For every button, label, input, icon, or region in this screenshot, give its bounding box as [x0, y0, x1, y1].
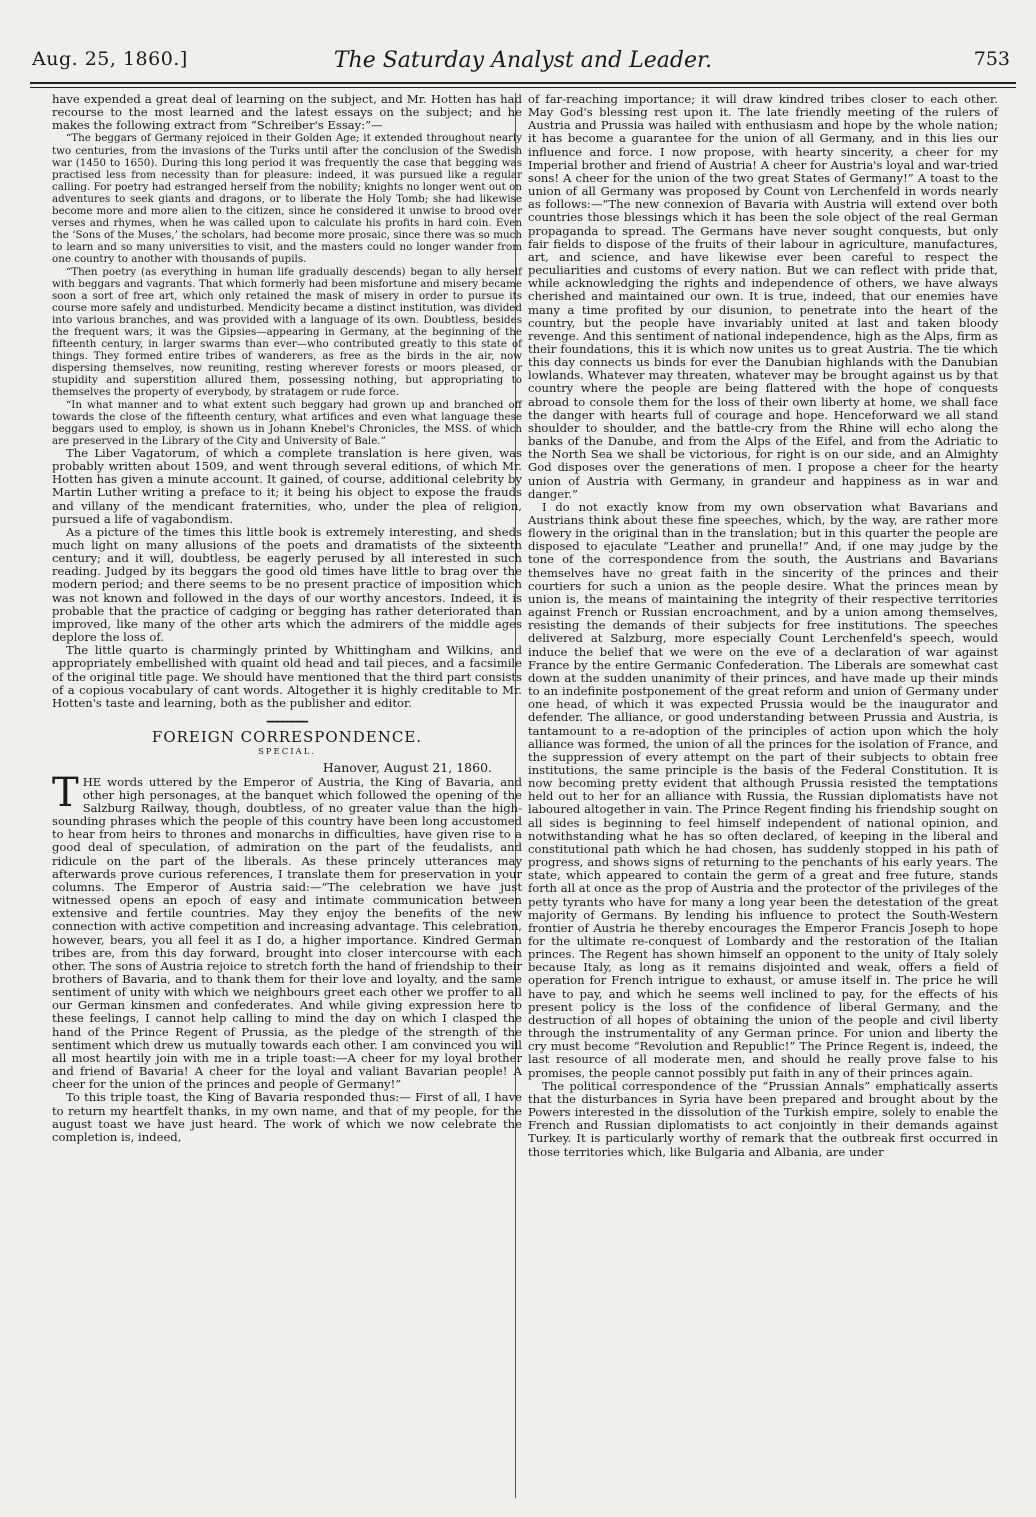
- words-paragraph: [52, 769, 522, 1092]
- header-rule: [30, 87, 1016, 88]
- king-paragraph: To this triple toast, the King of Bavaria responded thus:— First of all, I have to return my heartfelt thanks, in my own name, and that of my people, for the august toast we have just heard. The work of which we now celebrate the completion is, indeed,: [52, 1090, 522, 1144]
- intro-paragraph: have expended a great deal of learning on the subject, and Mr. Hotten has had recourse to the most learned and the latest essays on the subject; and he makes the following extract from “Schreiber's Essay:”—: [52, 92, 522, 133]
- drop-cap: T: [52, 769, 79, 816]
- header-date: Aug. 25, 1860.]: [32, 48, 188, 70]
- exactly-paragraph: I do not exactly know from my own observation what Bavarians and Austrians think about these fine speeches, which, by the way, are rather more flowery in the original than in the translation; but in this quarter the people are disposed to ejaculate “Leather and prunella!” And, if one may judge by the tone of the correspondence from the south, the Austrians and Bavarians themselves have no great faith in the sincerity of the princes and their courtiers for such a union as the people desire. What the princes mean by union is, the means of maintaining the integrity of their respective territories against French or Russian encroachment, and by a union among themselves, resisting the demands of their subjects for free institutions. The speeches delivered at Salzburg, more especially Count Lerchenfeld's speech, would induce the belief that we were on the eve of a declaration of war against France by the entire Germanic Confederation. The Liberals are somewhat cast down at the sudden unanimity of their princes, and have made up their minds to an indefinite postponement of the great reform and union of Germany under one head, of which it was expected Prussia would be the inaugurator and defender. The alliance, or good understanding between Prussia and Austria, is tantamount to a re-adoption of the principles of action upon which the holy alliance was formed, the union of all the princes for the isolation of France, and the suppression of every attempt on the part of their subjects to obtain free institutions, the same principle is the basis of the Federal Constitution. It is now becoming pretty evident that although Prussia resisted the temptations held out to her for an alliance with Russia, the Russian diplomatists have not laboured altogether in vain. The Prince Regent finding his friendship sought on all sides is beginning to feel himself independent of national opinion, and notwithstanding what he has so often declared, of keeping in the liberal and constitutional path which he had chosen, has suddenly stopped in his path of progress, and shows signs of returning to the penchants of his early years. The state, which appeared to contain the germ of a great and free future, stands forth all at once as the prop of Austria and the protector of the privileges of the petty tyrants who have for many a long year been the detestation of the great majority of Germans. By lending his influence to protect the South-Western frontier of Austria he thereby encourages the Emperor Francis Joseph to hope for the ultimate re-conquest of Lombardy and the restoration of the Italian princes. The Regent has shown himself an opponent to the unity of Italy solely because Italy, as long as it remains disjointed and weak, offers a field of operation for French intrigue to exhaust, or amuse itself in. The price he will have to pay, and which he seems well inclined to pay, for the effects of his present policy is the loss of the confidence of liberal Germany, and the destruction of all hopes of obtaining the union of the people and civil liberty through the instrumentality of any German prince. For union and liberty the cry must become “Revolution and Republic!” The Prince Regent is, indeed, the last resource of all moderate men, and should he really prove false to his promises, the people cannot possibly put faith in any of their princes again.: [528, 499, 998, 1080]
- section-title: FOREIGN CORRESPONDENCE.: [151, 728, 423, 747]
- quarto-paragraph: The little quarto is charmingly printed by Whittingham and Wilkins, and appropriately embellished with quaint old head and tail pieces, and a facsimile of the original title page. We should have mentioned that the third part consists of a copious vocabulary of cant words. Altogether it is highly creditable to Mr. Hotten's taste and learning, both as the publisher and editor.: [52, 643, 522, 710]
- page-number: 753: [973, 48, 1010, 70]
- picture-paragraph: As a picture of the times this little book is extremely interesting, and sheds much light on many allusions of the poets and dramatists of the sixteenth century; and it will, doubtless, be eagerly perused by all interested in such reading. Judged by its beggars the good old times have little to brag over the modern period; and there seems to be no present practice of imposition which was not known and followed in the days of our worthy ancestors. Indeed, it is probable that the practice of cadging or begging has rather deteriorated than improved, like many of the other arts which the admirers of the middle ages deplore the loss of.: [52, 524, 522, 645]
- right-column: [528, 93, 998, 1159]
- quote-paragraph-1: “The beggars of Germany rejoiced in their Golden Age; it extended throughout nearly two centuries, from the invasions of the Turks until after the conclusion of the Swedish war (1450 to 1650). During this long period it was frequently the case that begging was practised less from necessity than for pleasure: indeed, it was pursued like a regular calling. For poetry had estranged herself from the nobility; knights no longer went out on adventures to seek giants and dragons, or to liberate the Holy Tomb; she had likewise become more and more alien to the citizen, since he considered it unwise to brood over verses and rhymes, when he was called upon to calculate his profits in hard coin. Even the ‘Sons of the Muses,’ the scholars, had become more prosaic, since there was so much to learn and so many universities to visit, and the masters could no longer wander from one country to another with thousands of pupils.: [52, 132, 522, 266]
- liber-paragraph: The Liber Vagatorum, of which a complete translation is here given, was probably written about 1509, and went through several editions, of which Mr. Hotten has given a minute account. It gained, of course, additional celebrity by Martin Luther writing a preface to it; it being his object to expose the frauds and villany of the mendicant fraternities, who, under the plea of religion, pursued a life of vagabondism.: [52, 445, 522, 526]
- page-header: [30, 42, 1016, 84]
- quote-paragraph-2: “Then poetry (as everything in human life gradually descends) began to ally herself with beggars and vagrants. That which formerly had been misfortune and misery became soon a sort of free art, which only retained the mask of misery in order to pursue its course more safely and undisturbed. Mendicity became a distinct institution, was divided into various branches, and was provided with a language of its own. Doubtless, besides the frequent wars, it was the Gipsies—appearing in Germany, at the beginning of the fifteenth century, in larger swarms than ever—who contributed greatly to this state of things. They formed entire tribes of wanderers, as free as the birds in the air, now dispersing themselves, now reuniting, resting wherever forests or moors pleased, or stupidity and superstition allured them, possessing nothing, but appropriating to themselves the property of everybody, by stratagem or rude force.: [52, 265, 522, 399]
- continued-paragraph: of far-reaching importance; it will draw kindred tribes closer to each other. May God's blessing rest upon it. The late friendly meeting of the rulers of Austria and Prussia was hailed with enthusiasm and hope by the whole nation; it has become a guarantee for the union of all Germany, and in this lies our influence and force. I now propose, with hearty sincerity, a cheer for my Imperial brother and friend of Austria! A cheer for Austria's loyal and war-tried sons! A cheer for the union of the two great States of Germany!” A toast to the union of all Germany was proposed by Count von Lerchenfeld in words nearly as follows:—“The new connexion of Bavaria with Austria will extend over both countries those blessings which it has been the sole object of the real German propaganda to spread. The Germans have never sought conquests, but only fair fields to dispose of the fruits of their labour in agriculture, manufactures, art, and science, and have likewise ever been careful to respect the peculiarities and customs of every nation. But we can reflect with pride that, while acknowledging the rights and independence of others, we have always cherished and maintained our own. It is true, indeed, that our enemies have many a time profited by our disunion, to penetrate into the heart of the country, but the people have invariably united at last and taken bloody revenge. And this sentiment of national independence, high as the Alps, firm as their foundations, this it is which now unites us to great Austria. The tie which this day connects us binds for ever the Danubian highlands with the Danubian lowlands. Whatever may threaten, whatever may be brought against us by that country where the people are being flattered with the hope of conquests abroad to console them for the loss of their own liberty at home, we shall face the danger with hearts full of courage and hope. Henceforward we all stand shoulder to shoulder, and the battle-cry from the Rhine will echo along the banks of the Danube, and from the Alps of the Eifel, and from the Adriatic to the North Sea we shall be victorious, for right is on our side, and an Almighty God disposes over the generations of men. I propose a cheer for the hearty union of Austria with Germany, in grandeur and happiness as in war and danger.”: [528, 92, 998, 501]
- quote-paragraph-3: “In what manner and to what extent such beggary had grown up and branched off towards the close of the fifteenth century, what artifices and even what language these beggars used to employ, is shown us in Johann Knebel's Chronicles, the MSS. of which are preserved in the Library of the City and University of Bale.”: [52, 398, 522, 447]
- dateline: Hanover, August 21, 1860.: [322, 759, 492, 775]
- words-paragraph-text: HE words uttered by the Emperor of Austria, the King of Bavaria, and other high personages, at the banquet which followed the opening of the Salzburg Railway, though, doubtless, of no greater value than the high-sounding phrases which the people of this country have been long accustomed to hear from heirs to thrones and monarchs in difficulties, have given rise to a good deal of speculation, of admiration on the part of the feudalists, and ridicule on the part of the liberals. As these princely utterances may afterwards prove curious references, I translate them for preservation in your columns. The Emperor of Austria said:—“The celebration we have just witnessed opens an epoch of easy and intimate communication between extensive and fertile countries. May they enjoy the benefits of the new connection with active competition and increasing advantage. This celebration, however, bears, you all feel it as I do, a higher importance. Kindred German tribes are, from this day forward, brought into closer intercourse with each other. The sons of Austria rejoice to stretch forth the hand of friendship to their brothers of Bavaria, and to thank them for their love and loyalty, and the same sentiment of unity with which we neighbours greet each other we proffer to all our German kinsmen and confederates. And while giving expression here to these feelings, I cannot help calling to mind the day on which I clasped the hand of the Prince Regent of Prussia, as the pledge of the strength of the sentiment which drew us mutually towards each other. I am convinced you will all most heartily join with me in a triple toast:—A cheer for my loyal brother and friend of Bavaria! A cheer for the loyal and valiant Bavarian people! A cheer for the union of the princes and people of Germany!”: [52, 774, 522, 1092]
- political-paragraph: The political correspondence of the “Prussian Annals” emphatically asserts that the disturbances in Syria have been prepared and brought about by the Powers interested in the dissolution of the Turkish empire, solely to enable the French and Russian diplomatists to act conjointly in their demands against Turkey. It is particularly worthy of remark that the outbreak first occurred in those territories which, like Bulgaria and Albania, are under: [528, 1078, 998, 1159]
- special-label: SPECIAL.: [257, 747, 317, 758]
- left-column: [52, 93, 522, 1144]
- publication-title: The Saturday Analyst and Leader.: [333, 48, 713, 73]
- section-ornament: ━━━━━━━━: [266, 717, 308, 729]
